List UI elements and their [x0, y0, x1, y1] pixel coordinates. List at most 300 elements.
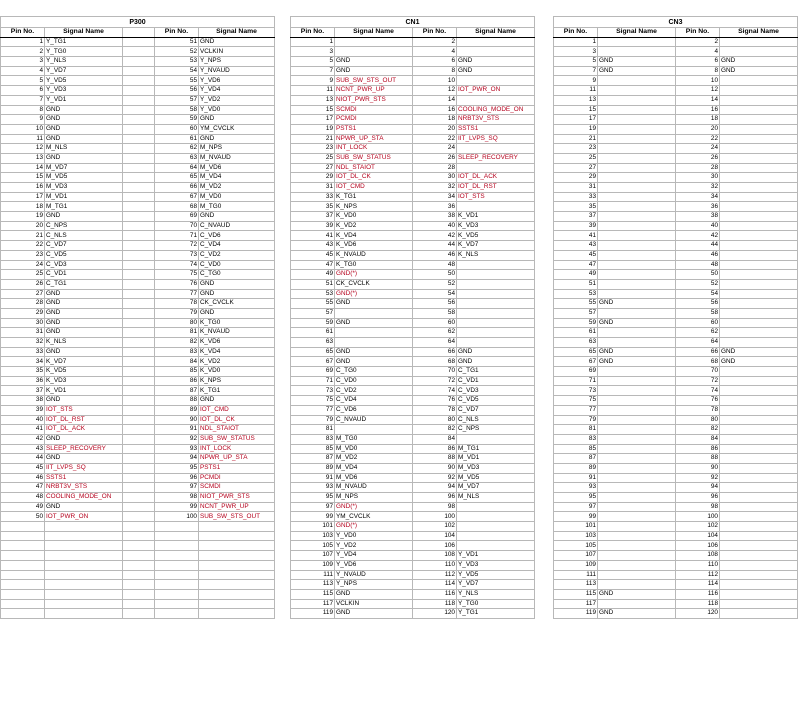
signal-name: C_NPS	[45, 221, 123, 231]
signal-name: SUB_SW_STS_OUT	[335, 76, 413, 86]
signal-name: Y_VD7	[45, 66, 123, 76]
signal-name: M_NVAUD	[199, 153, 275, 163]
signal-name	[598, 308, 676, 318]
signal-name	[720, 376, 798, 386]
signal-name: M_VD3	[457, 463, 535, 473]
signal-name: NCNT_PWR_UP	[199, 502, 275, 512]
pin-number: 96	[155, 473, 199, 483]
pin-number: 26	[413, 153, 457, 163]
pin-number: 14	[1, 163, 45, 173]
pin-number: 48	[1, 493, 45, 503]
signal-name: M_NVAUD	[335, 483, 413, 493]
pin-number: 63	[291, 338, 335, 348]
table-row	[1, 153, 275, 163]
spacer-cell	[123, 47, 155, 57]
signal-name: GND	[199, 396, 275, 406]
table-row	[554, 580, 798, 590]
pin-number: 88	[676, 454, 720, 464]
signal-name: K_TG0	[199, 318, 275, 328]
pin-rows	[1, 37, 275, 618]
pin-number: 20	[1, 221, 45, 231]
signal-name	[598, 463, 676, 473]
spacer-cell	[123, 386, 155, 396]
pin-number: 33	[554, 192, 598, 202]
signal-name: GND	[199, 37, 275, 47]
signal-name: M_VD6	[335, 473, 413, 483]
pin-number: 120	[676, 609, 720, 619]
pin-number: 59	[155, 115, 199, 125]
pin-number: 40	[1, 415, 45, 425]
signal-name: GND	[598, 347, 676, 357]
signal-name: C_VD4	[335, 396, 413, 406]
signal-name: SUB_SW_STS_OUT	[199, 512, 275, 522]
signal-name: M_VD3	[45, 183, 123, 193]
spacer-header	[123, 28, 155, 38]
spacer-cell	[123, 144, 155, 154]
pin-number: 111	[554, 570, 598, 580]
signal-name: GND	[335, 357, 413, 367]
signal-name: GND	[598, 357, 676, 367]
table-row	[291, 86, 535, 96]
signal-name	[598, 376, 676, 386]
pin-number: 78	[676, 405, 720, 415]
pin-number: 15	[1, 173, 45, 183]
spacer-cell	[123, 347, 155, 357]
signal-name	[335, 47, 413, 57]
signal-name: K_VD7	[457, 241, 535, 251]
pin-number: 111	[291, 570, 335, 580]
table-row	[1, 173, 275, 183]
pin-number: 107	[291, 551, 335, 561]
pin-number: 54	[155, 66, 199, 76]
pin-number: 54	[413, 289, 457, 299]
pin-number: 38	[676, 212, 720, 222]
table-row	[554, 367, 798, 377]
pin-number: 56	[413, 299, 457, 309]
table-row	[291, 570, 535, 580]
table-row	[1, 37, 275, 47]
signal-name: GND	[457, 347, 535, 357]
signal-name: M_VD0	[335, 444, 413, 454]
pin-number: 7	[291, 66, 335, 76]
signal-name: IOT_PWR_ON	[457, 86, 535, 96]
signal-name: C_VD1	[457, 376, 535, 386]
pin-number: 62	[413, 328, 457, 338]
pin-number: 115	[554, 589, 598, 599]
signal-name: C_TG0	[199, 270, 275, 280]
signal-name: C_NLS	[45, 231, 123, 241]
signal-name: GND	[199, 115, 275, 125]
pin-number: 78	[413, 405, 457, 415]
pin-number: 81	[554, 425, 598, 435]
pin-number: 90	[413, 463, 457, 473]
signal-name: GND(*)	[335, 502, 413, 512]
table-row	[1, 318, 275, 328]
pin-number: 114	[676, 580, 720, 590]
table-row	[291, 415, 535, 425]
spacer-cell	[123, 289, 155, 299]
signal-name	[598, 202, 676, 212]
table-row	[1, 289, 275, 299]
table-row	[554, 444, 798, 454]
pin-rows	[291, 37, 535, 618]
spacer-cell	[123, 318, 155, 328]
signal-name: GND	[45, 434, 123, 444]
pin-number: 43	[1, 444, 45, 454]
table-row	[291, 66, 535, 76]
pin-number: 37	[291, 212, 335, 222]
signal-name: C_VD7	[457, 405, 535, 415]
pin-number: 13	[1, 153, 45, 163]
pin-number: 17	[1, 192, 45, 202]
signal-name: GND	[45, 105, 123, 115]
spacer-cell	[123, 37, 155, 47]
signal-name: K_NLS	[45, 338, 123, 348]
pin-number: 97	[554, 502, 598, 512]
pin-no-header: Pin No.	[554, 28, 598, 38]
table-row	[554, 241, 798, 251]
signal-name: Y_VD4	[335, 551, 413, 561]
spacer-cell	[123, 115, 155, 125]
pin-number: 27	[1, 289, 45, 299]
signal-name	[720, 531, 798, 541]
pin-number: 55	[554, 299, 598, 309]
pin-number: 11	[554, 86, 598, 96]
pin-number: 49	[1, 502, 45, 512]
table-row	[1, 163, 275, 173]
table-row	[1, 183, 275, 193]
signal-name: C_VD5	[457, 396, 535, 406]
signal-name: GND	[598, 66, 676, 76]
pin-number: 98	[413, 502, 457, 512]
pin-number: 1	[1, 37, 45, 47]
table-row	[291, 212, 535, 222]
signal-name: M_VD0	[199, 192, 275, 202]
pin-number: 53	[155, 57, 199, 67]
signal-name	[598, 338, 676, 348]
signal-name: K_VD0	[335, 212, 413, 222]
pin-number	[1, 551, 45, 561]
signal-name	[457, 318, 535, 328]
spacer-cell	[123, 86, 155, 96]
spacer-cell	[123, 434, 155, 444]
table-row	[554, 183, 798, 193]
spacer-cell	[123, 153, 155, 163]
signal-name-header: Signal Name	[199, 28, 275, 38]
pin-number: 96	[413, 493, 457, 503]
table-row	[291, 347, 535, 357]
table-row	[1, 57, 275, 67]
signal-name: M_TG1	[457, 444, 535, 454]
pin-number: 95	[554, 493, 598, 503]
pin-number: 43	[291, 241, 335, 251]
pin-number: 69	[155, 212, 199, 222]
signal-name: GND	[45, 328, 123, 338]
table-row	[291, 425, 535, 435]
pin-number: 63	[554, 338, 598, 348]
signal-name	[598, 473, 676, 483]
signal-name	[720, 144, 798, 154]
pin-number: 97	[155, 483, 199, 493]
signal-name	[598, 192, 676, 202]
signal-name: K_VD7	[45, 357, 123, 367]
table-row	[554, 95, 798, 105]
table-row	[1, 192, 275, 202]
signal-name	[199, 589, 275, 599]
pin-number: 67	[155, 192, 199, 202]
table-row	[554, 483, 798, 493]
signal-name: GND	[45, 153, 123, 163]
table-row	[291, 541, 535, 551]
signal-name	[598, 47, 676, 57]
signal-name: Y_TG0	[45, 47, 123, 57]
table-row	[554, 560, 798, 570]
pin-number: 31	[291, 183, 335, 193]
spacer-cell	[123, 405, 155, 415]
pin-number: 105	[554, 541, 598, 551]
pin-number: 90	[676, 463, 720, 473]
spacer-cell	[123, 308, 155, 318]
signal-name: C_TG0	[335, 367, 413, 377]
pin-number: 50	[676, 270, 720, 280]
signal-name	[598, 241, 676, 251]
pin-number: 8	[676, 66, 720, 76]
table-row	[1, 115, 275, 125]
signal-name: IOT_PWR_ON	[45, 512, 123, 522]
signal-name	[199, 531, 275, 541]
spacer-cell	[123, 192, 155, 202]
table-row	[1, 580, 275, 590]
signal-name: K_NPS	[199, 376, 275, 386]
signal-name: GND	[45, 134, 123, 144]
pin-number: 98	[676, 502, 720, 512]
pin-number: 7	[554, 66, 598, 76]
signal-name: C_VD5	[45, 250, 123, 260]
pin-number: 6	[413, 57, 457, 67]
signal-name	[45, 551, 123, 561]
pin-number: 5	[554, 57, 598, 67]
pin-number: 113	[554, 580, 598, 590]
signal-name: Y_TG0	[457, 599, 535, 609]
table-row	[1, 212, 275, 222]
pin-number: 71	[554, 376, 598, 386]
signal-name: PSTS1	[335, 124, 413, 134]
pin-number: 80	[413, 415, 457, 425]
pin-number: 52	[676, 279, 720, 289]
pin-number	[1, 541, 45, 551]
signal-name: GND	[45, 347, 123, 357]
table-row	[1, 502, 275, 512]
pin-number: 118	[676, 599, 720, 609]
pin-number	[1, 522, 45, 532]
signal-name	[598, 124, 676, 134]
pin-number: 63	[155, 153, 199, 163]
pin-number: 82	[413, 425, 457, 435]
signal-name	[457, 144, 535, 154]
signal-name: IIT_LVPS_SQ	[457, 134, 535, 144]
pin-number: 22	[1, 241, 45, 251]
pin-number: 75	[291, 396, 335, 406]
signal-name: IOT_STS	[457, 192, 535, 202]
pin-number: 73	[155, 250, 199, 260]
spacer-cell	[123, 105, 155, 115]
pin-number: 62	[676, 328, 720, 338]
table-row	[554, 260, 798, 270]
table-row	[291, 144, 535, 154]
table-row	[1, 473, 275, 483]
table-row	[554, 376, 798, 386]
signal-name	[457, 522, 535, 532]
table-row	[1, 376, 275, 386]
table-row	[554, 308, 798, 318]
signal-name: INT_LOCK	[199, 444, 275, 454]
table-row	[291, 299, 535, 309]
table-row	[554, 231, 798, 241]
signal-name: SUB_SW_STATUS	[199, 434, 275, 444]
pin-number: 106	[413, 541, 457, 551]
signal-name: SCMDI	[335, 105, 413, 115]
signal-name: K_TG0	[335, 260, 413, 270]
table-row	[554, 386, 798, 396]
pin-number: 20	[413, 124, 457, 134]
pin-number: 9	[291, 76, 335, 86]
pin-number: 91	[155, 425, 199, 435]
pin-number: 30	[1, 318, 45, 328]
pin-number: 16	[676, 105, 720, 115]
table-row	[291, 599, 535, 609]
signal-name: M_VD2	[199, 183, 275, 193]
signal-name	[457, 434, 535, 444]
signal-name: M_VD5	[45, 173, 123, 183]
signal-name: IOT_DL_ACK	[457, 173, 535, 183]
table-row	[554, 570, 798, 580]
pin-number: 46	[413, 250, 457, 260]
pin-number: 74	[676, 386, 720, 396]
pin-number: 90	[155, 415, 199, 425]
pin-number: 13	[554, 95, 598, 105]
table-row	[554, 124, 798, 134]
table-row	[1, 76, 275, 86]
table-row	[554, 105, 798, 115]
table-row	[554, 589, 798, 599]
signal-name: GND	[45, 115, 123, 125]
spacer-cell	[123, 502, 155, 512]
pin-rows	[554, 37, 798, 618]
connector-title: CN1	[291, 17, 535, 28]
pin-number: 7	[1, 95, 45, 105]
pin-number: 76	[413, 396, 457, 406]
pin-number: 30	[413, 173, 457, 183]
pin-number: 8	[413, 66, 457, 76]
signal-name	[199, 560, 275, 570]
pin-number: 94	[676, 483, 720, 493]
pin-number: 42	[676, 231, 720, 241]
signal-name: C_VD2	[199, 250, 275, 260]
pin-number: 28	[413, 163, 457, 173]
table-row	[554, 405, 798, 415]
pin-number: 104	[676, 531, 720, 541]
pin-number: 15	[291, 105, 335, 115]
signal-name	[598, 270, 676, 280]
pin-number: 33	[1, 347, 45, 357]
spacer-cell	[123, 357, 155, 367]
signal-name	[199, 599, 275, 609]
signal-name: GND	[45, 299, 123, 309]
spacer-cell	[123, 531, 155, 541]
pin-number: 86	[155, 376, 199, 386]
signal-name	[598, 250, 676, 260]
connector-title: CN3	[554, 17, 798, 28]
pin-number: 26	[676, 153, 720, 163]
pin-number: 65	[155, 173, 199, 183]
pin-number: 1	[291, 37, 335, 47]
signal-name	[45, 609, 123, 619]
pin-number: 60	[676, 318, 720, 328]
pin-number: 76	[676, 396, 720, 406]
signal-name: IOT_DL_ACK	[45, 425, 123, 435]
table-row	[1, 328, 275, 338]
table-row	[554, 289, 798, 299]
signal-name: GND	[335, 347, 413, 357]
signal-name	[457, 163, 535, 173]
signal-name: C_VD2	[335, 386, 413, 396]
table-row	[554, 163, 798, 173]
table-row	[291, 279, 535, 289]
signal-name: IOT_DL_RST	[45, 415, 123, 425]
table-row	[1, 338, 275, 348]
signal-name: NIOT_PWR_STS	[199, 493, 275, 503]
table-row	[1, 599, 275, 609]
signal-name: CK_CVCLK	[335, 279, 413, 289]
table-row	[554, 493, 798, 503]
pin-number: 43	[554, 241, 598, 251]
pin-number: 11	[1, 134, 45, 144]
table-row	[1, 124, 275, 134]
signal-name: NDL_STAIOT	[199, 425, 275, 435]
pin-number: 104	[413, 531, 457, 541]
signal-name: INT_LOCK	[335, 144, 413, 154]
pin-number: 60	[413, 318, 457, 328]
signal-name: C_VD0	[335, 376, 413, 386]
signal-name: PSTS1	[199, 463, 275, 473]
table-row	[554, 134, 798, 144]
signal-name-header: Signal Name	[45, 28, 123, 38]
pin-number: 14	[413, 95, 457, 105]
signal-name: IOT_DL_CK	[335, 173, 413, 183]
spacer-cell	[123, 551, 155, 561]
signal-name	[598, 483, 676, 493]
pin-number: 86	[676, 444, 720, 454]
signal-name-header: Signal Name	[720, 28, 798, 38]
table-row	[554, 338, 798, 348]
signal-name: SSTS1	[45, 473, 123, 483]
table-row	[291, 76, 535, 86]
pin-number: 45	[291, 250, 335, 260]
table-row	[1, 308, 275, 318]
pin-number: 29	[554, 173, 598, 183]
pin-number: 1	[554, 37, 598, 47]
signal-name: M_NPS	[335, 493, 413, 503]
signal-name: K_VD1	[457, 212, 535, 222]
table-row	[554, 192, 798, 202]
pin-number: 77	[554, 405, 598, 415]
signal-name	[598, 289, 676, 299]
spacer-cell	[123, 183, 155, 193]
signal-name: GND	[45, 308, 123, 318]
pin-number: 92	[155, 434, 199, 444]
pin-number: 41	[554, 231, 598, 241]
table-row	[1, 105, 275, 115]
